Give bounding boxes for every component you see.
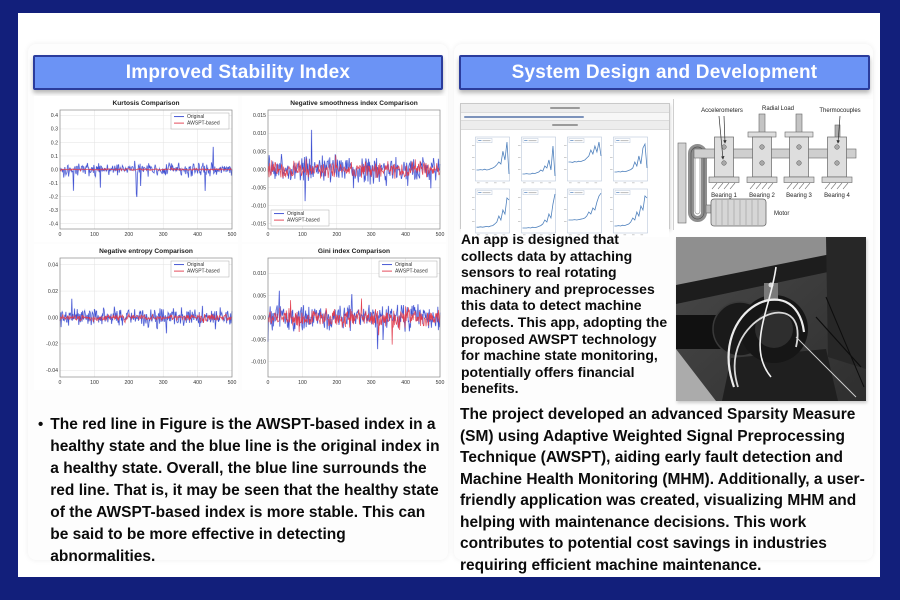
svg-text:0.005: 0.005 <box>253 149 266 156</box>
svg-text:200: 200 <box>332 380 342 386</box>
svg-text:500: 500 <box>227 380 237 386</box>
svg-text:AWSPT-based: AWSPT-based <box>187 268 220 275</box>
chart-3 <box>34 244 238 390</box>
left-panel-header <box>33 55 443 90</box>
svg-text:-0.015: -0.015 <box>251 221 266 228</box>
bearing-blocks <box>709 137 852 183</box>
svg-text:400: 400 <box>193 380 202 386</box>
label-bearing-2: Bearing 2 <box>749 193 775 199</box>
svg-text:-0.02: -0.02 <box>46 341 58 348</box>
svg-text:0.1: 0.1 <box>50 153 58 160</box>
left-panel-title: Improved Stability Index <box>125 61 351 83</box>
svg-text:200: 200 <box>124 232 134 238</box>
svg-text:100: 100 <box>90 380 99 386</box>
svg-text:-0.04: -0.04 <box>46 368 58 375</box>
svg-text:-0.2: -0.2 <box>49 194 58 201</box>
stability-bullet-block <box>38 414 442 568</box>
app-mini-chart-6 <box>517 187 558 237</box>
svg-text:500: 500 <box>227 232 237 238</box>
svg-text:400: 400 <box>193 232 202 238</box>
svg-text:Original: Original <box>287 211 305 218</box>
chart-2 <box>242 96 446 242</box>
svg-text:100: 100 <box>90 232 99 238</box>
svg-text:0.04: 0.04 <box>47 262 58 269</box>
label-bearing-1: Bearing 1 <box>711 193 737 199</box>
svg-text:-0.010: -0.010 <box>251 203 266 210</box>
svg-text:400: 400 <box>401 232 410 238</box>
app-screenshot <box>460 103 670 229</box>
right-panel-header <box>459 55 870 90</box>
app-urlbar <box>461 113 669 121</box>
svg-text:Gini index Comparison: Gini index Comparison <box>317 248 391 255</box>
app-description-block <box>461 231 671 397</box>
stability-bullet-text: The red line in Figure is the AWSPT-based index in a healthy state and the blue line is the original index in a healthy state. Overall, the blue line surrounds the red line. That is, it may be seen that the healthy state of the AWSPT-based index is more stable. This can be said to be more effective in detecting abnormalities. <box>50 416 440 565</box>
svg-text:-0.010: -0.010 <box>251 359 266 366</box>
svg-text:100: 100 <box>298 380 307 386</box>
svg-text:0.00: 0.00 <box>47 315 58 322</box>
svg-text:Original: Original <box>395 262 413 269</box>
svg-text:0.010: 0.010 <box>253 131 266 138</box>
label-bearing-3: Bearing 3 <box>786 193 812 199</box>
label-bearing-4: Bearing 4 <box>824 193 850 199</box>
app-mini-chart-7 <box>563 187 604 237</box>
label-radial-load: Radial Load <box>761 106 795 112</box>
project-summary-text: The project developed an advanced Sparsity Measure (SM) using Adaptive Weighted Signal Preprocessing Technique (AWSPT), aiding early fault detection and Machine Health Monitoring (MHM). Additionally, a user-friendly application was created, visualizing MHM and helping with maintenance decisions. This work contributes to potential cost savings in industries requiring efficient machine maintenance. <box>460 406 865 574</box>
svg-text:500: 500 <box>435 232 445 238</box>
app-toolbar-text <box>552 124 578 126</box>
svg-text:-0.3: -0.3 <box>49 207 58 214</box>
app-titlebar-text <box>550 107 580 109</box>
poster-board <box>18 13 880 577</box>
app-url-text <box>464 116 584 118</box>
test-rig-photo <box>676 237 866 401</box>
app-chart-grid <box>461 130 669 237</box>
svg-text:Negative smoothness index Comp: Negative smoothness index Comparison <box>290 100 418 107</box>
svg-text:0.2: 0.2 <box>50 140 58 147</box>
bullet-icon: • <box>38 416 44 433</box>
svg-text:0.015: 0.015 <box>253 113 266 120</box>
svg-text:400: 400 <box>401 380 410 386</box>
svg-text:-0.005: -0.005 <box>251 185 266 192</box>
svg-text:300: 300 <box>366 380 376 386</box>
svg-text:0.0: 0.0 <box>50 167 58 174</box>
app-toolbar <box>461 121 669 130</box>
svg-text:0.4: 0.4 <box>50 113 58 120</box>
app-mini-chart-1 <box>471 135 512 185</box>
ground-hatching <box>712 183 848 189</box>
svg-text:0: 0 <box>58 380 62 386</box>
svg-text:100: 100 <box>298 232 307 238</box>
app-mini-chart-4 <box>609 135 650 185</box>
svg-text:0.010: 0.010 <box>253 271 266 278</box>
stability-index-charts <box>34 96 446 390</box>
svg-text:200: 200 <box>332 232 342 238</box>
test-rig-diagram <box>673 99 873 230</box>
right-panel-title: System Design and Development <box>511 61 818 83</box>
svg-text:500: 500 <box>435 380 445 386</box>
label-accelerometers: Accelerometers <box>701 108 743 114</box>
svg-text:Kurtosis Comparison: Kurtosis Comparison <box>112 100 180 107</box>
svg-text:AWSPT-based: AWSPT-based <box>187 120 220 127</box>
svg-text:0: 0 <box>266 232 270 238</box>
svg-text:-0.005: -0.005 <box>251 337 266 344</box>
label-motor: Motor <box>774 211 790 217</box>
test-rig-photo-svg <box>676 237 866 401</box>
app-mini-chart-5 <box>471 187 512 237</box>
svg-text:Negative entropy Comparison: Negative entropy Comparison <box>99 248 193 255</box>
svg-text:-0.1: -0.1 <box>49 180 58 187</box>
svg-text:0: 0 <box>58 232 62 238</box>
svg-text:0: 0 <box>266 380 270 386</box>
svg-text:AWSPT-based: AWSPT-based <box>287 217 320 224</box>
svg-text:Original: Original <box>187 114 205 121</box>
app-mini-chart-2 <box>517 135 558 185</box>
app-titlebar <box>461 104 669 113</box>
svg-text:Original: Original <box>187 262 205 269</box>
svg-text:0.000: 0.000 <box>253 315 266 322</box>
svg-text:300: 300 <box>366 232 376 238</box>
svg-text:-0.4: -0.4 <box>49 221 58 228</box>
radial-load-posts <box>748 114 813 137</box>
project-summary-block <box>460 404 872 576</box>
motor <box>706 199 766 226</box>
app-mini-chart-8 <box>609 187 650 237</box>
svg-text:0.000: 0.000 <box>253 167 266 174</box>
svg-text:AWSPT-based: AWSPT-based <box>395 268 428 275</box>
svg-text:200: 200 <box>124 380 134 386</box>
svg-text:0.3: 0.3 <box>50 126 58 133</box>
svg-text:0.005: 0.005 <box>253 293 266 300</box>
label-thermocouples: Thermocouples <box>819 108 861 114</box>
chart-1 <box>34 96 238 242</box>
app-description-text: An app is designed that collects data by attaching sensors to real rotating machinery and preprocesses this data to detect machine defects. This app, adopting the proposed AWSPT technology for machine state monitoring, potentially offers financial benefits. <box>461 231 668 397</box>
svg-text:0.02: 0.02 <box>47 288 58 295</box>
chart-4 <box>242 244 446 390</box>
app-mini-chart-3 <box>563 135 604 185</box>
test-rig-diagram-svg <box>674 99 873 230</box>
svg-text:300: 300 <box>158 380 168 386</box>
svg-text:300: 300 <box>158 232 168 238</box>
